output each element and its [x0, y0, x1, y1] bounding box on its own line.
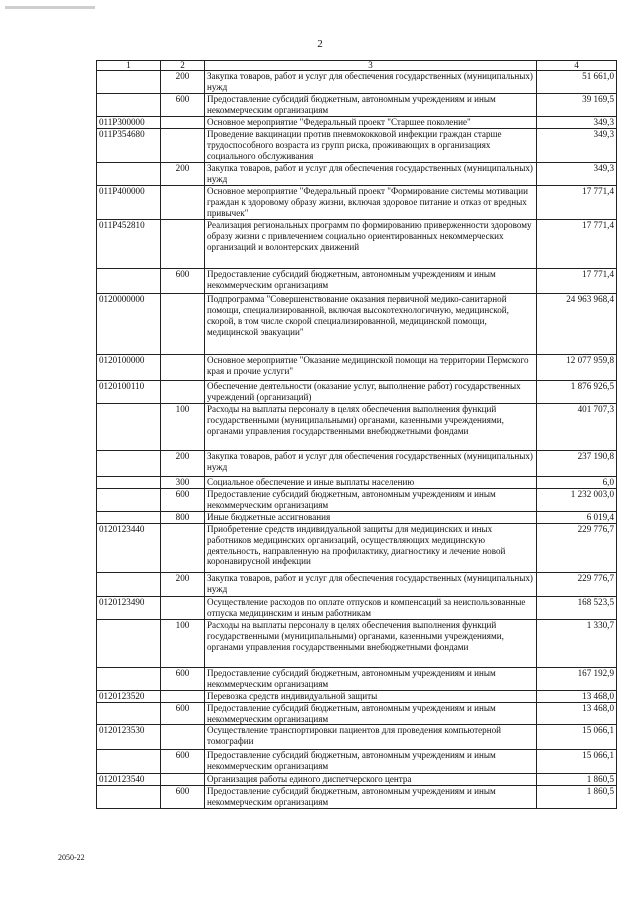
- row-amount-cell: 17 771,4: [537, 268, 617, 293]
- row-code-cell: [97, 488, 161, 511]
- row-code-cell: 0120100000: [97, 354, 161, 380]
- table-row: [97, 750, 617, 774]
- table-row: [97, 476, 617, 488]
- row-code-cell: 0120123520: [97, 690, 161, 702]
- table-row: [97, 667, 617, 690]
- row-amount-cell: 168 523,5: [537, 596, 617, 619]
- row-code-cell: 0120100110: [97, 380, 161, 403]
- table-row: [97, 450, 617, 476]
- row-amount-cell: 6 019,4: [537, 511, 617, 523]
- row-type-cell: [161, 523, 205, 572]
- row-type-cell: 600: [161, 667, 205, 690]
- row-amount-cell: 1 860,5: [537, 786, 617, 809]
- row-amount-cell: 17 771,4: [537, 185, 617, 219]
- table-row: [97, 128, 617, 162]
- row-code-cell: 011P452810: [97, 219, 161, 268]
- table-row: [97, 116, 617, 128]
- row-description-cell: Иные бюджетные ассигнования: [205, 511, 537, 523]
- row-amount-cell: 229 776,7: [537, 572, 617, 596]
- scan-edge-mark: [5, 6, 95, 9]
- table-row: [97, 596, 617, 619]
- table-row: [97, 488, 617, 511]
- row-description-cell: Реализация региональных программ по формированию приверженности здоровому образу жизни с привлечением социально ориентированных некоммерческих организаций и волонтерских движений: [205, 219, 537, 268]
- row-type-cell: 200: [161, 71, 205, 94]
- row-amount-cell: 229 776,7: [537, 523, 617, 572]
- row-type-cell: [161, 596, 205, 619]
- row-code-cell: [97, 572, 161, 596]
- row-type-cell: [161, 354, 205, 380]
- row-code-cell: [97, 619, 161, 667]
- row-code-cell: 0120123530: [97, 725, 161, 750]
- row-amount-cell: 349,3: [537, 162, 617, 185]
- table-row: [97, 185, 617, 219]
- row-amount-cell: 1 876 926,5: [537, 380, 617, 403]
- column-header-amount: 4: [537, 61, 617, 71]
- row-code-cell: [97, 403, 161, 450]
- row-type-cell: [161, 690, 205, 702]
- row-type-cell: [161, 380, 205, 403]
- table-row: [97, 619, 617, 667]
- row-code-cell: [97, 511, 161, 523]
- table-row: [97, 403, 617, 450]
- row-description-cell: Подпрограмма "Совершенствование оказания первичной медико-санитарной помощи, специализированной, включая высокотехнологичную, медицинской, скорой, в том числе скорой специализированной, медицинской помощи, медицинской эвакуации": [205, 293, 537, 354]
- table-row: [97, 786, 617, 809]
- row-code-cell: [97, 71, 161, 94]
- row-amount-cell: 15 066,1: [537, 750, 617, 774]
- row-amount-cell: 12 077 959,8: [537, 354, 617, 380]
- row-description-cell: Закупка товаров, работ и услуг для обеспечения государственных (муниципальных) нужд: [205, 162, 537, 185]
- column-header-description: 3: [205, 61, 537, 71]
- table-row: [97, 774, 617, 786]
- row-code-cell: 0120000000: [97, 293, 161, 354]
- row-type-cell: 600: [161, 786, 205, 809]
- row-amount-cell: 13 468,0: [537, 690, 617, 702]
- document-footer-code: 2050-22: [58, 853, 85, 862]
- row-amount-cell: 17 771,4: [537, 219, 617, 268]
- row-type-cell: 600: [161, 750, 205, 774]
- table-row: [97, 268, 617, 293]
- column-header-code: 1: [97, 61, 161, 71]
- row-amount-cell: 6,0: [537, 476, 617, 488]
- row-code-cell: 011P354680: [97, 128, 161, 162]
- row-code-cell: [97, 162, 161, 185]
- row-amount-cell: 167 192,9: [537, 667, 617, 690]
- row-code-cell: [97, 476, 161, 488]
- row-description-cell: Приобретение средств индивидуальной защиты для медицинских и иных работников медицинских организаций, осуществляющих медицинскую деятельность, направленную на профилактику, диагностику и лечение новой коронавирусной инфекции: [205, 523, 537, 572]
- row-code-cell: 011P300000: [97, 116, 161, 128]
- row-description-cell: Предоставление субсидий бюджетным, автономным учреждениям и иным некоммерческим организациям: [205, 750, 537, 774]
- table-row: [97, 523, 617, 572]
- table-row: [97, 725, 617, 750]
- row-description-cell: Предоставление субсидий бюджетным, автономным учреждениям и иным некоммерческим организациям: [205, 268, 537, 293]
- row-description-cell: Расходы на выплаты персоналу в целях обеспечения выполнения функций государственными (муниципальными) органами, казенными учреждениями, органами управления государственными внебюджетными фондами: [205, 403, 537, 450]
- row-description-cell: Закупка товаров, работ и услуг для обеспечения государственных (муниципальных) нужд: [205, 450, 537, 476]
- row-code-cell: [97, 268, 161, 293]
- row-amount-cell: 1 860,5: [537, 774, 617, 786]
- table-row: [97, 690, 617, 702]
- row-description-cell: Основное мероприятие "Федеральный проект "Старшее поколение": [205, 116, 537, 128]
- row-description-cell: Социальное обеспечение и иные выплаты населению: [205, 476, 537, 488]
- row-amount-cell: 39 169,5: [537, 93, 617, 116]
- row-type-cell: [161, 128, 205, 162]
- row-type-cell: [161, 219, 205, 268]
- table-row: [97, 380, 617, 403]
- row-type-cell: 200: [161, 450, 205, 476]
- table-row: [97, 702, 617, 725]
- row-description-cell: Закупка товаров, работ и услуг для обеспечения государственных (муниципальных) нужд: [205, 71, 537, 94]
- row-amount-cell: 15 066,1: [537, 725, 617, 750]
- table-header-row: [97, 61, 617, 71]
- row-amount-cell: 51 661,0: [537, 71, 617, 94]
- row-description-cell: Обеспечение деятельности (оказание услуг, выполнение работ) государственных учреждений (организаций): [205, 380, 537, 403]
- row-description-cell: Осуществление транспортировки пациентов для проведения компьютерной томографии: [205, 725, 537, 750]
- row-code-cell: [97, 93, 161, 116]
- row-description-cell: Предоставление субсидий бюджетным, автономным учреждениям и иным некоммерческим организациям: [205, 488, 537, 511]
- row-type-cell: 100: [161, 619, 205, 667]
- row-code-cell: 0120123440: [97, 523, 161, 572]
- row-type-cell: 200: [161, 572, 205, 596]
- row-type-cell: 600: [161, 93, 205, 116]
- row-code-cell: 0120123540: [97, 774, 161, 786]
- row-type-cell: 200: [161, 162, 205, 185]
- table-row: [97, 93, 617, 116]
- row-type-cell: 600: [161, 268, 205, 293]
- row-code-cell: 0120123490: [97, 596, 161, 619]
- row-description-cell: Предоставление субсидий бюджетным, автономным учреждениям и иным некоммерческим организациям: [205, 702, 537, 725]
- row-description-cell: Проведение вакцинации против пневмококковой инфекции граждан старше трудоспособного возраста из групп риска, проживающих в организациях социального обслуживания: [205, 128, 537, 162]
- row-type-cell: 800: [161, 511, 205, 523]
- table-row: [97, 219, 617, 268]
- row-type-cell: [161, 725, 205, 750]
- row-description-cell: Предоставление субсидий бюджетным, автономным учреждениям и иным некоммерческим организациям: [205, 93, 537, 116]
- row-amount-cell: 1 232 003,0: [537, 488, 617, 511]
- table-row: [97, 572, 617, 596]
- row-code-cell: [97, 450, 161, 476]
- row-amount-cell: 349,3: [537, 128, 617, 162]
- table-row: [97, 162, 617, 185]
- table-row: [97, 511, 617, 523]
- budget-table: [96, 60, 617, 809]
- table-row: [97, 71, 617, 94]
- row-description-cell: Предоставление субсидий бюджетным, автономным учреждениям и иным некоммерческим организациям: [205, 786, 537, 809]
- table-row: [97, 293, 617, 354]
- row-type-cell: [161, 116, 205, 128]
- page-number: 2: [317, 38, 323, 50]
- row-description-cell: Организация работы единого диспетчерского центра: [205, 774, 537, 786]
- row-code-cell: 011P400000: [97, 185, 161, 219]
- row-amount-cell: 1 330,7: [537, 619, 617, 667]
- row-amount-cell: 349,3: [537, 116, 617, 128]
- row-description-cell: Основное мероприятие "Оказание медицинской помощи на территории Пермского края и прочие услуги": [205, 354, 537, 380]
- row-code-cell: [97, 750, 161, 774]
- row-description-cell: Осуществление расходов по оплате отпусков и компенсаций за неиспользованные отпуска медицинским и иным работникам: [205, 596, 537, 619]
- row-amount-cell: 24 963 968,4: [537, 293, 617, 354]
- row-description-cell: Перевозка средств индивидуальной защиты: [205, 690, 537, 702]
- row-type-cell: [161, 774, 205, 786]
- row-type-cell: 100: [161, 403, 205, 450]
- row-description-cell: Закупка товаров, работ и услуг для обеспечения государственных (муниципальных) нужд: [205, 572, 537, 596]
- row-code-cell: [97, 786, 161, 809]
- row-description-cell: Основное мероприятие "Федеральный проект "Формирование системы мотивации граждан к здоровому образу жизни, включая здоровое питание и отказ от вредных привычек": [205, 185, 537, 219]
- row-type-cell: 300: [161, 476, 205, 488]
- row-type-cell: [161, 293, 205, 354]
- column-header-type: 2: [161, 61, 205, 71]
- row-amount-cell: 237 190,8: [537, 450, 617, 476]
- table-row: [97, 354, 617, 380]
- row-type-cell: 600: [161, 702, 205, 725]
- row-type-cell: 600: [161, 488, 205, 511]
- row-amount-cell: 401 707,3: [537, 403, 617, 450]
- row-description-cell: Предоставление субсидий бюджетным, автономным учреждениям и иным некоммерческим организациям: [205, 667, 537, 690]
- row-code-cell: [97, 702, 161, 725]
- row-description-cell: Расходы на выплаты персоналу в целях обеспечения выполнения функций государственными (муниципальными) органами, казенными учреждениями, органами управления государственными внебюджетными фондами: [205, 619, 537, 667]
- row-amount-cell: 13 468,0: [537, 702, 617, 725]
- row-code-cell: [97, 667, 161, 690]
- row-type-cell: [161, 185, 205, 219]
